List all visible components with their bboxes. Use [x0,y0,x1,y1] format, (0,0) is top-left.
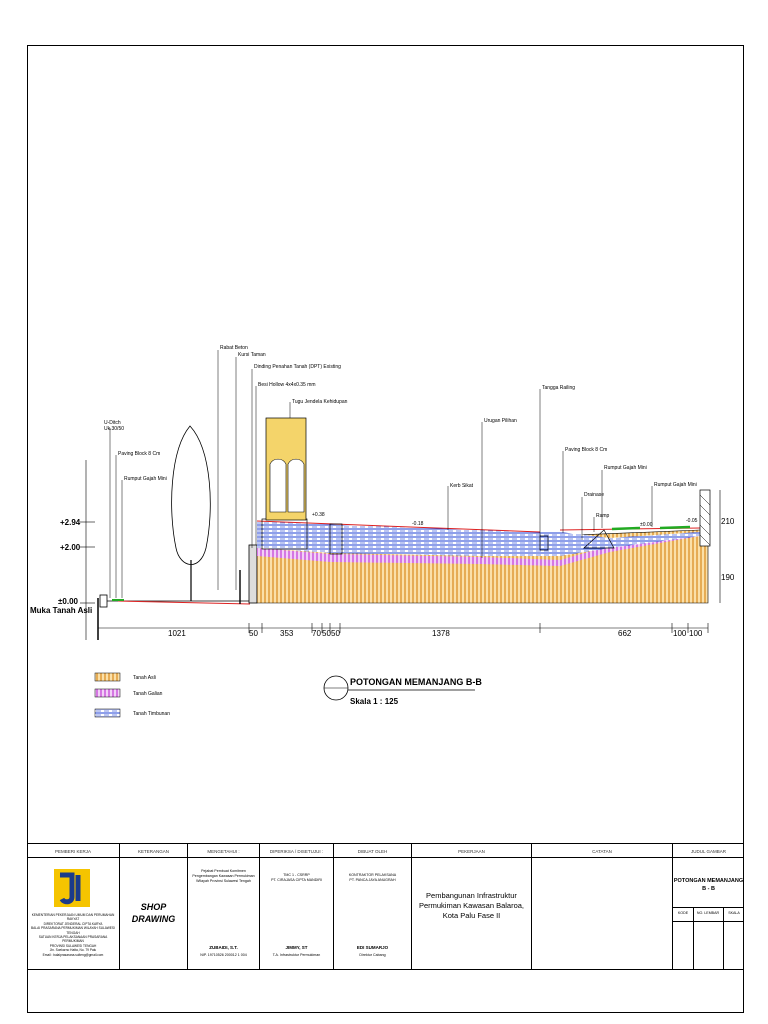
elevation-markers [30,518,95,615]
callout-tangga: Tangga Railing [542,385,576,391]
dim-50a: 50 [249,629,258,638]
shop-drawing-label: SHOP DRAWING [131,902,176,924]
dim-50b: 50 [322,629,331,638]
col-pekerjaan [411,843,531,970]
callout-tugu: Tugu Jendela Kehidupan [292,399,348,405]
pemberi-text: KEMENTERIAN PEKERJAAN UMUM DAN PERUMAHAN RAKYAT DIREKTORAT JENDERAL CIPTA KARYA BALAI PRASARANA PERMUKIMAN WILAYAH SULAWESI TENGAH SATUAN KERJA PELAKSANAAN PRASARANA PERMUKIMAN PROVINSI SULAWESI TENGAH Jln. Soekarno Hatta, No. 79 Palu Email : balaiprasarana.sulteng@gmail.com [31,913,115,957]
diperiksa-role: T.A. Infrastruktur Permukiman [272,953,321,957]
section-title: POTONGAN MEMANJANG B-B [350,677,482,687]
pekerjaan-text: Pembangunan Infrastruktur Permukiman Kawasan Balaroa, Kota Palu Fase II [418,891,525,920]
col-diperiksa [259,843,333,970]
grass-right-2 [660,527,690,528]
section-title-block [324,676,482,706]
head-nolembar: NO. LEMBAR [696,911,720,915]
head-dibuat: DIBUAT OLEH [357,849,388,854]
head-diperiksa: DIPERIKSA / DISETUJUI : [269,849,324,854]
grass-right [612,528,640,529]
dim-50c: 50 [331,629,340,638]
right-wall [700,490,710,546]
title-block [27,843,744,970]
diperiksa-org: TMC 1 - CSRRP PT. CIRAJASA CIPTA MANDIRI [271,873,322,882]
callout-dpt: Dinding Penahan Tanah (DPT) Existing [254,364,341,370]
legend-swatch-timbunan [95,709,120,717]
mengetahui-nip: NIP. 19710526 200012 1 004 [200,953,247,957]
callout-urugan: Urugan Pilihan [484,418,517,424]
judul-text: POTONGAN MEMANJANG B - B [673,878,744,892]
legend-swatch-asli [95,673,120,681]
dim-1378: 1378 [432,629,450,638]
head-keterangan: KETERANGAN [137,849,169,854]
tugu-monument [266,418,306,520]
callout-uditch: U-Ditch Uk.30/50 [104,420,125,432]
callout-rumput-left: Rumput Gajah Mini [124,476,167,482]
legend-swatch-galian [95,689,120,697]
tree-icon [172,426,211,601]
dim-210: 210 [721,517,735,526]
elev-294: +2.94 [60,518,81,527]
dim-190: 190 [721,573,735,582]
head-judul: JUDUL GAMBAR [690,849,727,854]
dim-353: 353 [280,629,294,638]
callout-paving-left: Paving Block 8 Cm [118,451,161,457]
dim-70: 70 [312,629,321,638]
callout-ramp: Ramp [596,513,610,519]
dim-100a: 100 [673,629,687,638]
head-pemberi: PEMBERI KERJA [54,849,91,854]
dibuat-name: EDI SUMARJO [356,945,389,950]
legend-label-galian: Tanah Galian [133,691,163,697]
level-018: -0.18 [412,521,424,527]
callout-kerb: Kerb Sikat [450,483,474,489]
callout-rumput-right: Rumput Gajah Mini [604,465,647,471]
callout-rabat-beton: Rabat Beton [220,345,248,351]
dibuat-org: KONTRAKTOR PELAKSANA PT. PANCA JAYA ANUGRAH [348,873,397,882]
callout-drainase: Drainase [584,492,605,498]
legend-label-asli: Tanah Asli [133,675,156,681]
mengetahui-role: Pejabat Pembuat Komitmen Pengembangan Kawasan Permukiman Wilayah Provinsi Sulawesi Tengah [192,869,255,883]
legend [95,673,170,717]
section-scale: Skala 1 : 125 [350,697,399,706]
dim-1021: 1021 [168,629,186,638]
col-judul [672,843,744,970]
mengetahui-name: ZUBAIDI, S.T. [209,945,238,950]
level-038: +0.38 [312,512,325,518]
u-ditch [100,595,107,607]
elev-000: ±0.00 [58,597,78,606]
muka-tanah-label: Muka Tanah Asli [30,606,93,615]
col-catatan [531,843,672,970]
diperiksa-name: JIMMY, ST [285,945,308,950]
col-pemberi [27,843,119,970]
head-skala: SKALA [728,911,740,915]
dim-100b: 100 [689,629,703,638]
dibuat-role: Direktur Cabang [359,953,386,957]
head-kode: KODE [677,911,689,915]
legend-label-timbunan: Tanah Timbunan [133,711,170,717]
head-pekerjaan: PEKERJAAN [458,849,485,854]
callout-kursi-taman: Kursi Taman [238,352,266,358]
callout-paving-right: Paving Block 8 Cm [565,447,608,453]
level-000: ±0.00 [640,522,653,528]
callout-rumput-right-2: Rumput Gajah Mini [654,482,697,488]
elev-200: +2.00 [60,543,81,552]
paving-red-left [118,601,250,604]
dpt-wall [249,545,257,603]
callout-besi-hollow: Besi Hollow 4x4x0.35 mm [258,382,316,388]
col-mengetahui [187,843,259,970]
col-keterangan [119,843,187,970]
level-005: -0.05 [686,518,698,524]
head-mengetahui: MENGETAHUI : [207,849,240,854]
pu-logo-icon [52,867,92,909]
dim-662: 662 [618,629,632,638]
head-catatan: CATATAN [592,849,612,854]
col-dibuat [333,843,411,970]
